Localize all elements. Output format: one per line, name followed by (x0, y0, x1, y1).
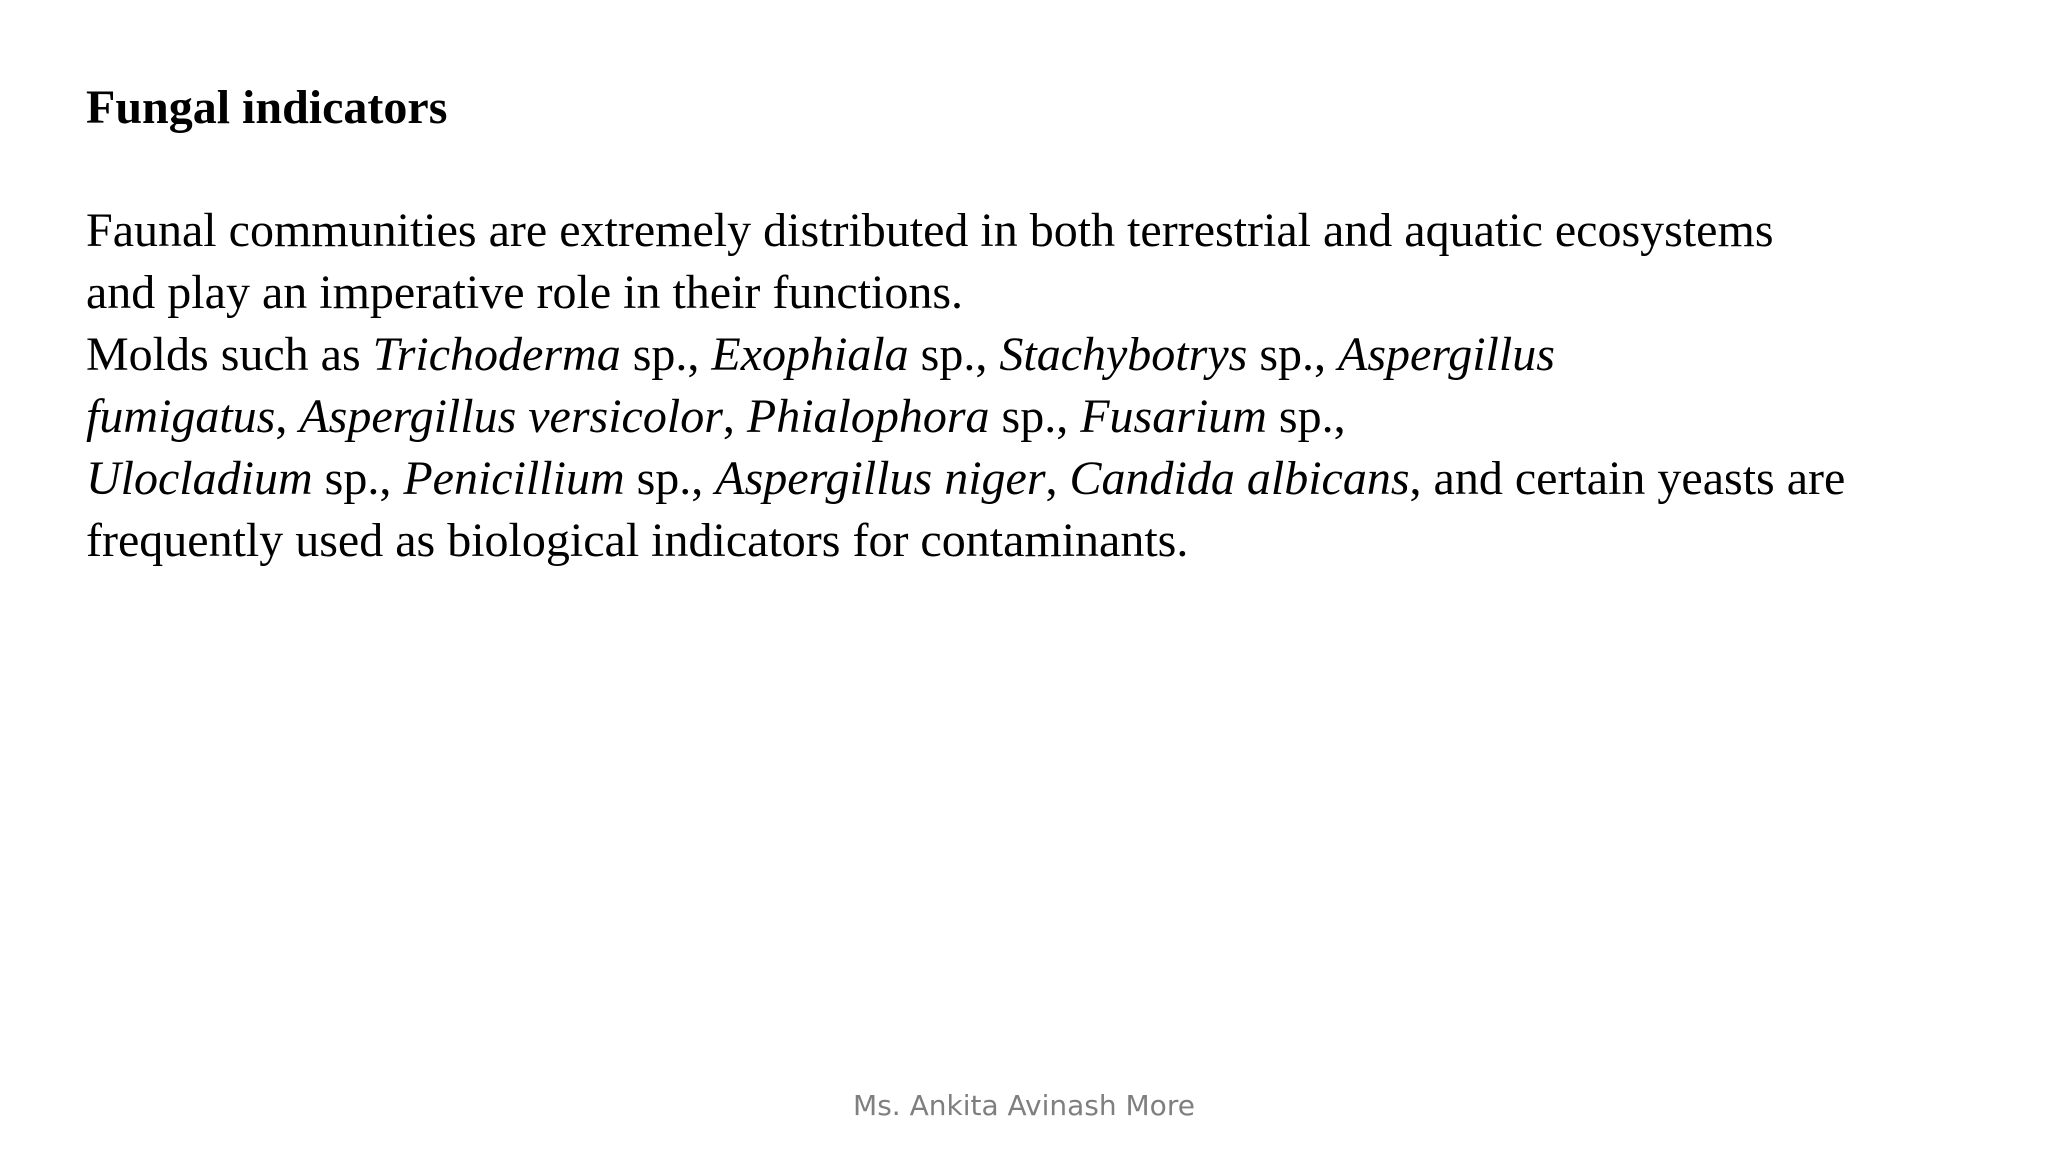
paragraph-line-3 (86, 324, 2006, 386)
text-span: , (1045, 452, 1070, 505)
slide-footer: Ms. Ankita Avinash More (853, 1089, 1195, 1122)
text-span: , (722, 390, 747, 443)
species-name: Stachybotrys (999, 328, 1248, 381)
text-span: sp., (989, 390, 1081, 443)
species-name: Ulocladium (86, 452, 313, 505)
text-span: sp., (312, 452, 404, 505)
species-name: Aspergillus niger (715, 452, 1046, 505)
text-span: Molds such as (86, 328, 373, 381)
species-name: Aspergillus (1338, 328, 1555, 381)
text-span: sp., (1247, 328, 1338, 381)
text-span: Faunal communities are extremely distributed in both terrestrial and aquatic ecosystems (86, 204, 1774, 257)
text-span: sp., (624, 452, 716, 505)
paragraph-line-1 (86, 200, 2006, 262)
slide-body (86, 200, 2006, 572)
text-span: sp., (620, 328, 712, 381)
paragraph-line-4 (86, 386, 2006, 448)
species-name: fumigatus (86, 390, 276, 443)
text-span: sp., (908, 328, 1000, 381)
species-name: Trichoderma (372, 328, 621, 381)
text-span: frequently used as biological indicators for contaminants. (86, 514, 1189, 567)
text-span: , and certain yeasts are (1409, 452, 1846, 505)
species-name: Phialophora (746, 390, 990, 443)
species-name: Candida albicans (1069, 452, 1410, 505)
species-name: Penicillium (403, 452, 625, 505)
species-name: Aspergillus versicolor (299, 390, 723, 443)
slide-title: Fungal indicators (86, 81, 448, 134)
species-name: Exophiala (711, 328, 909, 381)
text-span: and play an imperative role in their functions. (86, 266, 964, 319)
text-span: sp., (1266, 390, 1346, 443)
paragraph-line-5 (86, 448, 2006, 510)
species-name: Fusarium (1080, 390, 1267, 443)
text-span: , (275, 390, 300, 443)
paragraph-line-6 (86, 510, 2006, 572)
paragraph-line-2 (86, 262, 2006, 324)
